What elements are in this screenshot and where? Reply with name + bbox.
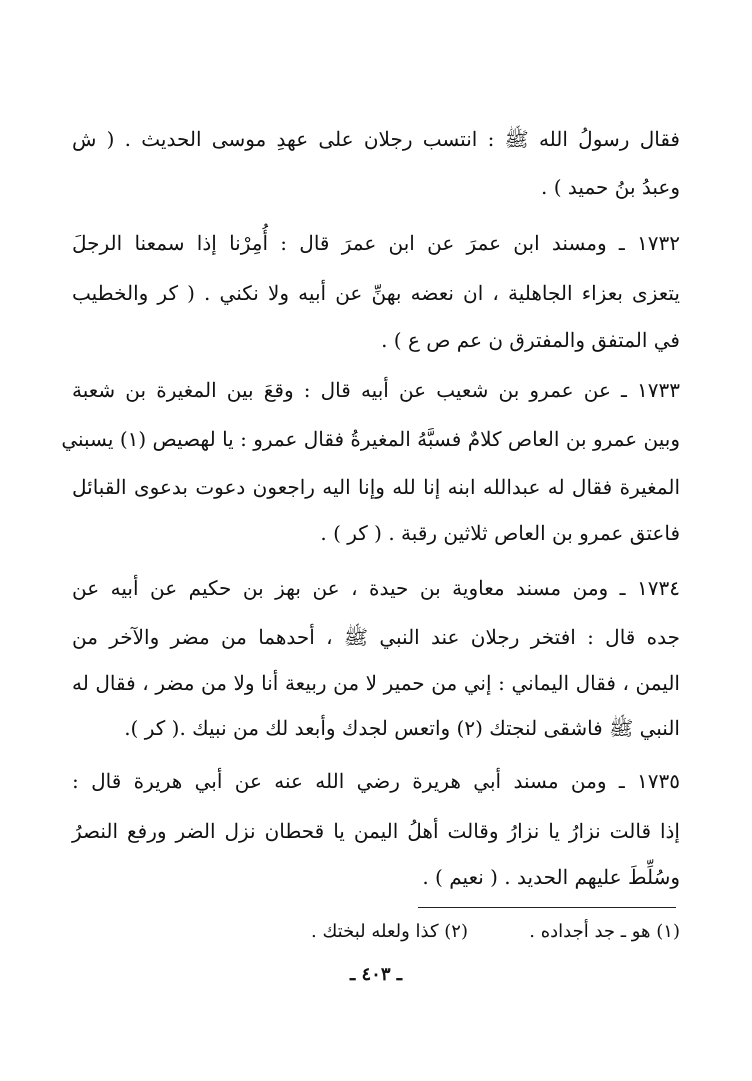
paragraph-1733-line-4: فاعتق عمرو بن العاص ثلاثين رقبة . ( كر ) . (320, 521, 680, 545)
paragraph-1734-line-3: اليمن ، فقال اليماني : إني من حمير لا من ربيعة أنا ولا من مضر ، فقال له (72, 671, 680, 695)
paragraph-1734-line-4: النبي ﷺ فاشقى لنجتك (٢) واتعس لجدك وأبعد لك من نبيك .( كر ). (124, 716, 680, 740)
footnote-2: (٢) كذا ولعله لبختك . (311, 921, 468, 942)
paragraph-1732-line-3: في المتفق والمفترق ن عم ص ع ) . (381, 328, 680, 352)
paragraph-1735-line-1: ١٧٣٥ ـ ومن مسند أبي هريرة رضي الله عنه عن أبي هريرة قال : (72, 769, 680, 793)
paragraph-1734-line-1: ١٧٣٤ ـ ومن مسند معاوية بن حيدة ، عن بهز بن حكيم عن أبيه عن (72, 576, 680, 600)
paragraph-1734-line-2: جده قال : افتخر رجلان عند النبي ﷺ ، أحدهما من مضر والآخر من (72, 625, 680, 649)
footnotes (210, 918, 680, 946)
footnote-separator (418, 907, 676, 908)
paragraph-1732-line-2: يتعزى بعزاء الجاهلية ، ان نعضه بهنِّ عن أبيه ولا نكني . ( كر والخطيب (72, 281, 680, 305)
paragraph-1-line-1: فقال رسولُ الله ﷺ : انتسب رجلان على عهدِ موسى الحديث . ( ش (72, 127, 680, 151)
paragraph-1733-line-1: ١٧٣٣ ـ عن عمرو بن شعيب عن أبيه قال : وقعَ بين المغيرة بن شعبة (72, 378, 680, 402)
page-number: ـ ٤٠٣ ـ (349, 964, 403, 985)
paragraph-1-line-2: وعبدُ بنُ حميد ) . (541, 175, 680, 199)
paragraph-1733-line-3: المغيرة فقال له عبدالله ابنه إنا لله وإنا اليه راجعون دعوت بدعوى القبائل (72, 475, 680, 499)
paragraph-1732-line-1: ١٧٣٢ ـ ومسند ابن عمرَ عن ابن عمرَ قال : أُمِرْنا إذا سمعنا الرجلَ (72, 231, 680, 255)
footnote-1: (١) هو ـ جد أجداده . (529, 921, 680, 942)
paragraph-1735-line-2: إذا قالت نزارُ يا نزارُ وقالت أهلُ اليمن يا قحطان نزل الضر ورفع النصرُ (72, 819, 680, 843)
paragraph-1735-line-3: وسُلِّطَ عليهم الحديد . ( نعيم ) . (422, 865, 680, 889)
paragraph-1733-line-2: وبين عمرو بن العاص كلامٌ فسبَّهُ المغيرةُ فقال عمرو : يا لهصيص (١) يسبني (61, 427, 680, 451)
